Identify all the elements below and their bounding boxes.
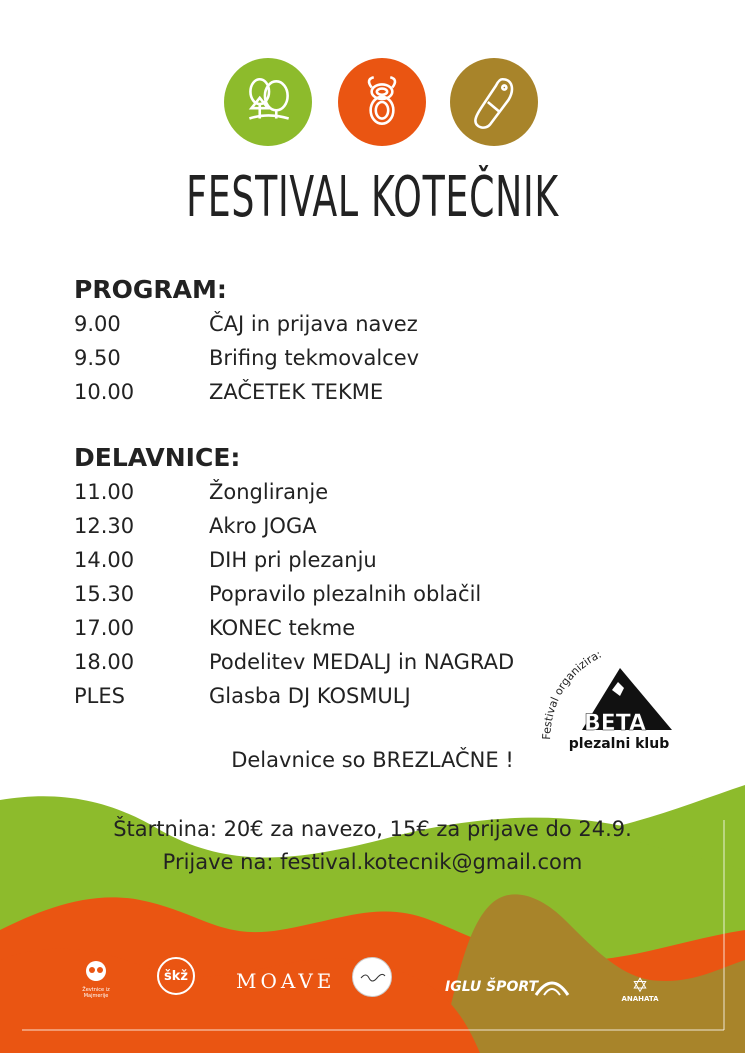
- organizer-sub: plezalni klub: [568, 736, 670, 752]
- sponsor-zevtnice-logo: Ževtnice iz Majmerije: [76, 959, 116, 999]
- workshop-row: [74, 579, 594, 609]
- workshop-row: [74, 647, 594, 677]
- trees-icon: [224, 58, 312, 146]
- workshop-time: 18.00: [74, 650, 135, 674]
- workshop-time: 11.00: [74, 480, 135, 504]
- signup-email[interactable]: Prijave na: festival.kotecnik@gmail.com: [162, 850, 583, 874]
- workshop-row: [74, 477, 594, 507]
- workshop-activity: Žongliranje: [209, 480, 329, 504]
- workshops-heading: DELAVNICE:: [74, 443, 241, 472]
- sponsor-skz-logo: škž: [157, 957, 195, 995]
- workshop-activity: KONEC tekme: [209, 616, 356, 640]
- organizer-name: BETA: [583, 711, 647, 736]
- sponsor-round-logo: [352, 957, 392, 997]
- workshop-time: 15.30: [74, 582, 135, 606]
- workshop-activity: Akro JOGA: [209, 514, 317, 538]
- program-heading: PROGRAM:: [74, 275, 227, 304]
- program-activity: Brifing tekmovalcev: [209, 346, 420, 370]
- workshop-time: 12.30: [74, 514, 135, 538]
- workshop-time: 14.00: [74, 548, 135, 572]
- program-activity: ČAJ in prijava navez: [209, 312, 418, 336]
- program-row: [74, 343, 594, 373]
- workshop-activity: DIH pri plezanju: [209, 548, 377, 572]
- owl-icon: [83, 959, 109, 983]
- program-row: [74, 377, 594, 407]
- program-row: [74, 309, 594, 339]
- header-icons: [0, 58, 745, 148]
- workshop-time: PLES: [74, 684, 125, 708]
- workshop-row: [74, 681, 594, 711]
- sponsor-anahata-logo: ✡ ANAHATA: [600, 975, 680, 1003]
- organizer-caption: Festival organizira:: [539, 647, 604, 741]
- workshop-activity: Popravilo plezalnih oblačil: [209, 582, 482, 606]
- program-time: 9.00: [74, 312, 121, 336]
- program-time: 10.00: [74, 380, 135, 404]
- free-workshops-note: Delavnice so BREZLAČNE !: [231, 748, 514, 772]
- beta-club-logo: [532, 630, 682, 760]
- program-activity: ZAČETEK TEKME: [209, 380, 384, 404]
- entry-fee: Štartnina: 20€ za navezo, 15€ za prijave do 24.9.: [113, 817, 632, 841]
- signature-icon: [353, 958, 391, 996]
- workshop-activity: Glasba DJ KOSMULJ: [209, 684, 411, 708]
- workshop-activity: Podelitev MEDALJ in NAGRAD: [209, 650, 515, 674]
- workshop-time: 17.00: [74, 616, 135, 640]
- workshop-row: [74, 545, 594, 575]
- carabiner-icon: [450, 58, 538, 146]
- workshop-row: [74, 613, 594, 643]
- program-time: 9.50: [74, 346, 121, 370]
- sponsor-iglu-logo: IGLU ŠPORT: [445, 979, 539, 995]
- workshop-row: [74, 511, 594, 541]
- star-icon: ✡: [631, 973, 649, 997]
- page-title: FESTIVAL KOTEČNIK: [186, 165, 559, 230]
- iglu-arc-icon: [532, 971, 572, 997]
- sponsor-moave-logo: MOAVE: [236, 969, 336, 993]
- rope-icon: [338, 58, 426, 146]
